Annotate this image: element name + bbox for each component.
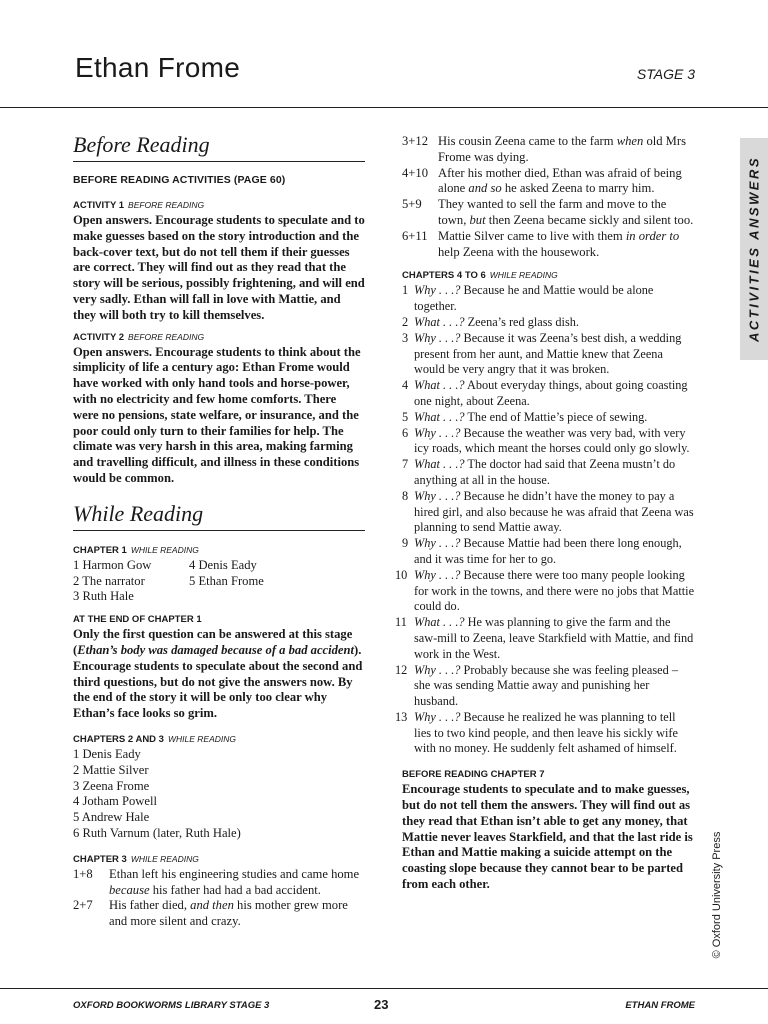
activity2-heading: ACTIVITY 2 BEFORE READING	[73, 331, 205, 343]
footer-rule	[0, 988, 768, 989]
copyright-notice: © Oxford University Press	[711, 831, 723, 959]
side-tab-label: ACTIVITIES ANSWERS	[746, 155, 762, 343]
list-item: 4 Jotham Powell	[73, 794, 157, 809]
before-reading-title: Before Reading	[73, 132, 365, 162]
left-column	[73, 132, 365, 930]
activity1-heading: ACTIVITY 1 BEFORE READING	[73, 200, 205, 211]
list-item: 11 What . . .? He was planning to give the farm and the saw-mill to Zeena, leave Starkfield with Mattie, and find work in the West.	[395, 615, 694, 661]
book-title: Ethan Frome	[75, 52, 241, 83]
page-number: 23	[374, 997, 389, 1012]
before-reading-heading: BEFORE READING ACTIVITIES (PAGE 60)	[73, 174, 286, 186]
chapters46-heading: CHAPTERS 4 TO 6 WHILE READING	[402, 270, 558, 282]
activity2-text: Open answers. Encourage students to think about the simplicity of life a century ago: Ethan Frome would have worked with only hand tools and horse-power, with no electricity and few home comforts. There were no pensions, state welfare, or insurance, and the poor could only turn to their families for help. The climate was very harsh in this area, making farming and travelling difficult, and illness in these conditions would be common.	[73, 344, 361, 485]
list-item: 10 Why . . .? Because there were too many people looking for work in the towns, and there were no jobs that Mattie could do.	[395, 567, 695, 614]
list-item: 9 Why . . .? Because Mattie had been there long enough, and it was time for her to go.	[402, 536, 682, 566]
list-item: 3 Ruth Hale	[73, 589, 134, 604]
activity1-text: Open answers. Encourage students to speculate and to make guesses based on the story introduction and the back-cover text, but do not tell them if their guesses are correct. They will find out as they read that the story will be serious, possibly frightening, and will end very sadly. Ethan will fall in love with Mattie, and they will both try to kill themselves.	[73, 213, 365, 322]
list-item: 2+7 His father died, and then his mother grew more and more silent and crazy.	[73, 898, 348, 929]
before-ch7-text: Encourage students to speculate and to make guesses, but do not tell them the answers. They will find out as they read that Ethan isn’t able to get any money, that Mattie never leaves Starkfield, and that the last ride is Ethan and Mattie making a suicide attempt on the coasting slope because they cannot bear to be parted from each other.	[402, 782, 693, 892]
list-item: 1 Why . . .? Because he and Mattie would be alone together.	[402, 283, 654, 314]
list-item: 3 Zeena Frome	[73, 778, 150, 793]
list-item: 13 Why . . .? Because he realized he was planning to tell lies to two kind people, and then leave his sickly wife with no money. He suddenly felt ashamed of himself.	[395, 709, 678, 756]
chapter1-answers	[73, 558, 365, 605]
list-item: 4 Denis Eady	[189, 557, 257, 572]
chapters46-answers	[395, 283, 695, 757]
footer-book-title: ETHAN FROME	[625, 1000, 695, 1011]
chapter3-heading: CHAPTER 3 WHILE READING	[73, 853, 199, 865]
right-column	[395, 134, 695, 893]
list-item: 2 The narrator	[73, 573, 145, 588]
list-item: 5+9 They wanted to sell the farm and move to the town, but then Zeena became sickly and silent too.	[402, 197, 694, 227]
list-item: 7 What . . .? The doctor had said that Zeena mustn’t do anything at all in the house.	[402, 457, 676, 487]
end-chapter1-heading: AT THE END OF CHAPTER 1	[73, 614, 202, 626]
list-item: 4+10 After his mother died, Ethan was afraid of being alone and so he asked Zeena to marry him.	[402, 165, 682, 196]
end-chapter1-text: Only the first question can be answered at this stage (Ethan’s body was damaged because of a bad accident). Encourage students to speculate about the second and third questions, but do not give the answers now. By the end of the story it will be only too clear why Ethan’s face looks so grim.	[73, 627, 363, 721]
list-item: 12 Why . . .? Probably because she was feeling pleased – she was sending Mattie away and punishing her husband.	[395, 662, 678, 709]
list-item: 6+11 Mattie Silver came to live with them in order to help Zeena with the housework.	[402, 228, 680, 259]
while-reading-title: While Reading	[73, 501, 365, 531]
chapters23-answers	[73, 747, 365, 842]
list-item: 3+12 His cousin Zeena came to the farm when old Mrs Frome was dying.	[402, 134, 686, 164]
list-item: 8 Why . . .? Because he didn’t have the money to pay a hired girl, and also because he was afraid that Zeena was planning to send Mattie away.	[402, 488, 694, 535]
before-ch7-heading: BEFORE READING CHAPTER 7	[402, 769, 545, 781]
list-item: 5 Andrew Hale	[73, 810, 150, 825]
list-item: 6 Ruth Varnum (later, Ruth Hale)	[73, 825, 241, 840]
list-item: 1+8 Ethan left his engineering studies and came home because his father had had a bad accident.	[73, 866, 360, 897]
list-item: 6 Why . . .? Because the weather was very bad, with very icy roads, which meant the horses could only go slowly.	[402, 425, 690, 456]
list-item: 5 Ethan Frome	[189, 573, 264, 588]
chapter1-heading: CHAPTER 1 WHILE READING	[73, 544, 199, 556]
list-item: 1 Denis Eady	[73, 746, 141, 761]
chapters23-heading: CHAPTERS 2 AND 3 WHILE READING	[73, 733, 236, 745]
list-item: 3 Why . . .? Because it was Zeena’s best dish, a wedding present from her aunt, and Mattie knew that Zeena would be very angry that it was broken.	[402, 330, 682, 377]
list-item: 4 What . . .? About everyday things, about going coasting one night, about Zeena.	[402, 378, 688, 408]
footer-series: OXFORD BOOKWORMS LIBRARY STAGE 3	[73, 1000, 270, 1011]
list-item: 1 Harmon Gow	[73, 557, 152, 572]
header-rule	[0, 107, 768, 108]
list-item: 2 What . . .? Zeena’s red glass dish.	[402, 314, 579, 329]
list-item: 2 Mattie Silver	[73, 762, 149, 777]
stage-label: STAGE 3	[636, 66, 695, 82]
list-item: 5 What . . .? The end of Mattie’s piece of sewing.	[402, 409, 648, 424]
